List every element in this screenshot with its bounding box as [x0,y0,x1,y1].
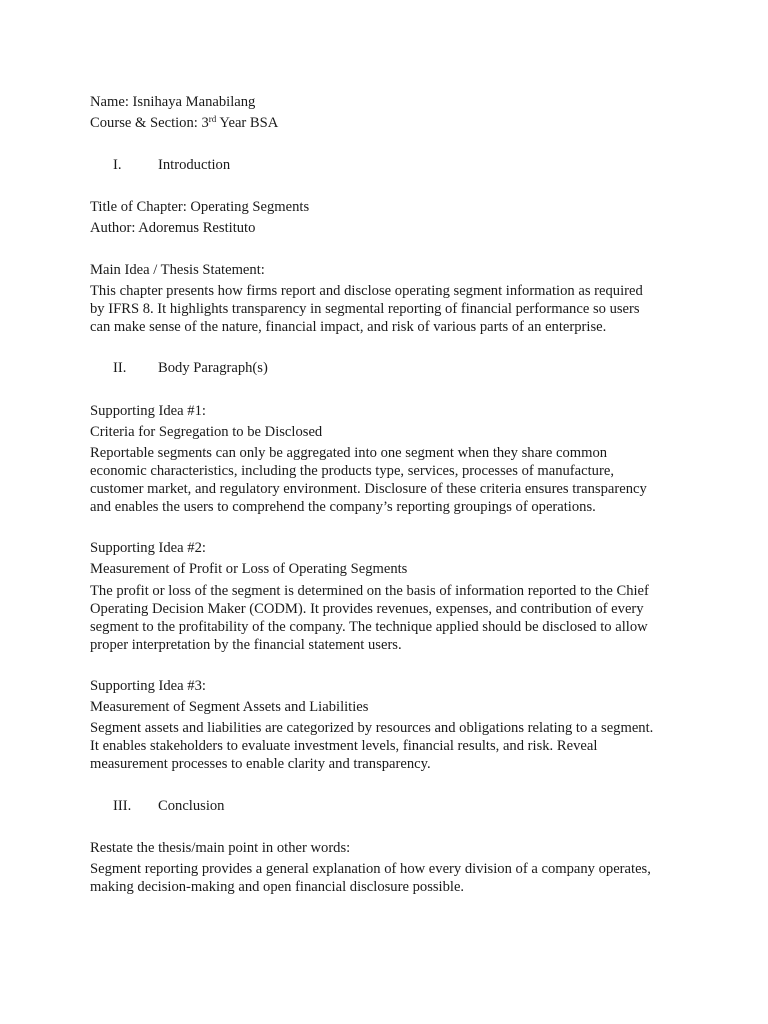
course-section [90,114,278,132]
supporting-idea-label: Supporting Idea #2: [90,540,206,556]
section-number: III. [113,798,132,814]
paragraph-line: Segment reporting provides a general explanation of how every division of a company operates, [90,861,651,877]
course-prefix: Course & Section: 3 [90,115,209,131]
paragraph-line: by IFRS 8. It highlights transparency in segmental reporting of financial performance so users [90,301,640,317]
thesis-label: Main Idea / Thesis Statement: [90,262,265,278]
supporting-idea-heading: Criteria for Segregation to be Disclosed [90,424,323,440]
paragraph-line: making decision-making and open financial disclosure possible. [90,879,465,895]
supporting-idea-label: Supporting Idea #3: [90,678,206,694]
chapter-title: Title of Chapter: Operating Segments [90,199,310,215]
supporting-idea-heading: Measurement of Profit or Loss of Operating Segments [90,561,408,577]
paragraph-line: segment to the profitability of the company. The technique applied should be disclosed to allow [90,619,648,635]
section-number: I. [113,157,122,173]
supporting-idea-paragraph [90,582,690,654]
paragraph-line: and enables the users to comprehend the company’s reporting groupings of operations. [90,499,596,515]
paragraph-line: Reportable segments can only be aggregated into one segment when they share common [90,445,608,461]
supporting-idea-paragraph [90,719,690,773]
paragraph-line: proper interpretation by the financial statement users. [90,637,402,653]
paragraph-line: It enables stakeholders to evaluate investment levels, financial results, and risk. Reveal [90,738,598,754]
paragraph-line: Operating Decision Maker (CODM). It provides revenues, expenses, and contribution of every [90,601,644,617]
course-suffix: Year BSA [216,115,279,131]
section-title: Body Paragraph(s) [158,360,268,376]
paragraph-line: The profit or loss of the segment is determined on the basis of information reported to the Chief [90,583,649,599]
paragraph-line: measurement processes to enable clarity and transparency. [90,756,431,772]
supporting-idea-paragraph [90,444,690,516]
section-title: Conclusion [158,798,225,814]
restate-label: Restate the thesis/main point in other words: [90,840,351,856]
paragraph-line: economic characteristics, including the products type, services, processes of manufacture, [90,463,614,479]
student-name: Name: Isnihaya Manabilang [90,94,256,110]
course-superscript: rd [208,114,217,124]
supporting-idea-label: Supporting Idea #1: [90,403,206,419]
paragraph-line: customer market, and regulatory environment. Disclosure of these criteria ensures transparency [90,481,647,497]
restate-paragraph [90,860,690,896]
paragraph-line: can make sense of the nature, financial impact, and risk of various parts of an enterprise. [90,319,607,335]
paragraph-line: Segment assets and liabilities are categorized by resources and obligations relating to a segment. [90,720,654,736]
paragraph-line: This chapter presents how firms report and disclose operating segment information as required [90,283,643,299]
chapter-author: Author: Adoremus Restituto [90,220,256,236]
section-number: II. [113,360,127,376]
supporting-idea-heading: Measurement of Segment Assets and Liabilities [90,699,369,715]
section-title: Introduction [158,157,231,173]
thesis-paragraph [90,282,690,336]
